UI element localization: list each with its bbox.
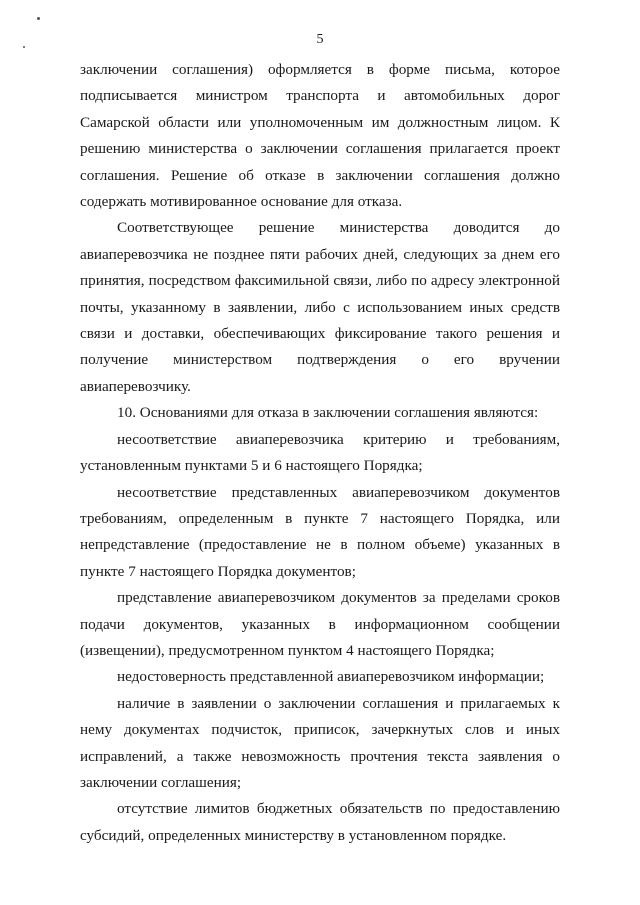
paragraph: Соответствующее решение министерства доводится до авиаперевозчика не позднее пяти рабочих дней, следующих за днем его принятия, посредством факсимильной связи, либо по адресу электронной почты, указанному в заявлении, либо с использованием иных средств связи и доставки, обеспечивающих фиксирование такого решения и получение министерством подтверждения о его вручении авиаперевозчику. [80, 219, 560, 395]
page-number: 5 [316, 32, 324, 47]
paragraph: недостоверность представленной авиаперевозчиком информации; [117, 668, 545, 686]
paragraph: несоответствие представленных авиаперевозчиком документов требованиям, определенным в пункте 7 настоящего Порядка, или непредставление (предоставление не в полном объеме) указанных в пункте 7 настоящего Порядка документов; [80, 483, 560, 580]
paragraph: заключении соглашения) оформляется в форме письма, которое подписывается министром транспорта и автомобильных дорог Самарской области или уполномоченным им должностным лицом. К решению министерства о заключении соглашения прилагается проект соглашения. Решение об отказе в заключении соглашения должно содержать мотивированное основание для отказа. [80, 61, 560, 211]
paragraph: отсутствие лимитов бюджетных обязательств по предоставлению субсидий, определенных министерству в установленном порядке. [80, 800, 560, 844]
scan-speck [37, 17, 40, 20]
paragraph: наличие в заявлении о заключении соглашения и прилагаемых к нему документах подчисток, приписок, зачеркнутых слов и иных исправлений, а также невозможность прочтения текста заявления о заключении соглашения; [80, 694, 560, 791]
paragraph: несоответствие авиаперевозчика критерию и требованиям, установленным пунктами 5 и 6 настоящего Порядка; [80, 430, 560, 475]
paragraph: 10. Основаниями для отказа в заключении соглашения являются: [117, 404, 539, 422]
document-body [80, 57, 560, 849]
paragraph: представление авиаперевозчиком документов за пределами сроков подачи документов, указанных в информационном сообщении (извещении), предусмотренном пунктом 4 настоящего Порядка; [80, 589, 560, 659]
